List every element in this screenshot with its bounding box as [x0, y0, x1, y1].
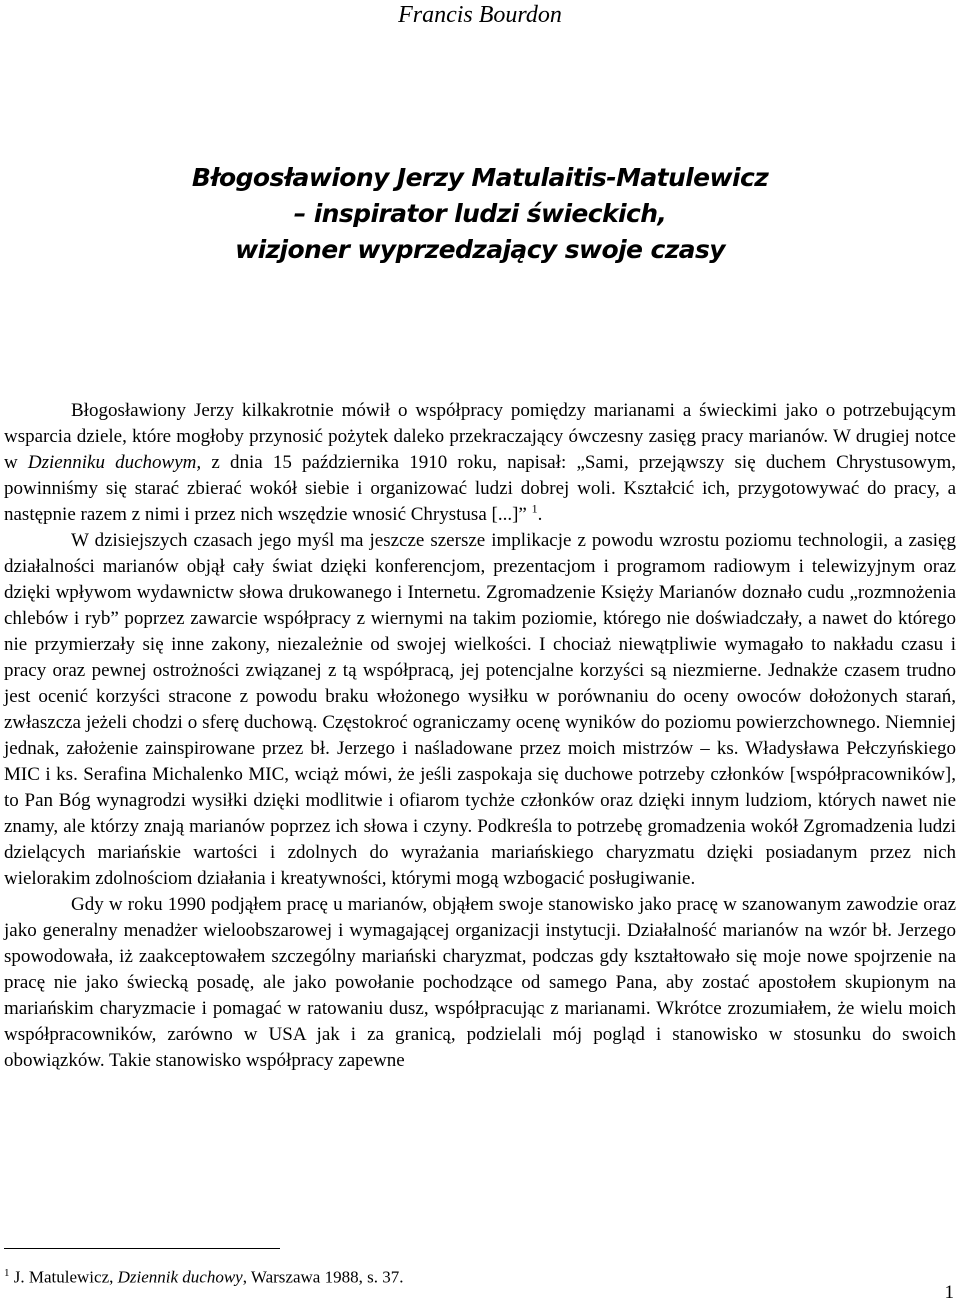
- footnote-text-b: , Warszawa 1988, s. 37.: [242, 1267, 404, 1287]
- title-line-3: wizjoner wyprzedzający swoje czasy: [235, 235, 725, 264]
- paragraph-1-text-b: z dnia 15 października 1910 roku, napisał: „Sami, przejąwszy się duchem Chrystusowym, powinniśmy się starać zbierać wokół siebie i organizować ludzi dobrej woli. Kształcić ich, przygotowywać do pracy, a następnie razem z nimi i przez nich wszędzie wnosić Chrystusa [...]”: [4, 452, 956, 525]
- footnote-reference: 1: [531, 501, 538, 516]
- paragraph-2: W dzisiejszych czasach jego myśl ma jeszcze szersze implikacje z powodu wzrostu poziomu technologii, a zasięg działalności marianów objął cały świat dzięki konferencjom, prezentacjom i programom radiowym i telewizyjnym oraz dzięki wpływom wydawnictw słowa drukowanego i Internetu. Zgromadzenie Księży Marianów doznało cudu „rozmnożenia chlebów i ryb” poprzez zawarcie współpracy z wiernymi na takim poziomie, którego nie doświadczały, a nawet do którego nie przymierzały się inne zakony, niezależnie od swojej wielkości. I chociaż niewątpliwie wymagało to nakładu czasu i pracy oraz pewnej ostrożności związanej z tą współpracą, jej potencjalne korzyści są niezmierne. Jednakże czasem trudno jest ocenić korzyści stracone z powodu braku włożonego wysiłku w porównaniu do oceny owoców dołożonych starań, zwłaszcza jeżeli chodzi o sferę duchową. Częstokroć ograniczamy ocenę wyników do poziomu powierzchownego. Niemniej jednak, założenie zainspirowane przez bł. Jerzego i naśladowane przez moich mistrzów – ks. Władysława Pełczyńskiego MIC i ks. Serafina Michalenko MIC, wciąż mówi, że jeśli zaspokaja się duchowe potrzeby członków [współpracowników], to Pan Bóg wynagrodzi wysiłki dzięki modlitwie i ofiarom tychże członków oraz dzięki innym ludziom, których nawet nie znamy, ale którzy znają marianów poprzez ich słowa i czyny. Podkreśla to potrzebę gromadzenia wokół Zgromadzenia ludzi dzielących mariańskie wartości i zdolnych do wyrażania mariańskiego charyzmatu dzięki posiadanym przez nich wielorakim zdolnościom działania i kreatywności, którymi mogą wzbogacić posługiwanie.: [4, 530, 956, 889]
- title-line-2: – inspirator ludzi świeckich,: [293, 199, 667, 228]
- footnote: [4, 1262, 403, 1289]
- paragraph-3: Gdy w roku 1990 podjąłem pracę u marianów, objąłem swoje stanowisko jako pracę w szanowanym zawodzie oraz jako generalny menadżer wieloobszarowej i wymagającej organizacji instytucji. Działalność marianów na wzór bł. Jerzego spowodowała, iż zaakceptowałem szczególny mariański charyzmat, podczas gdy kształtowało się moje nowe spojrzenie na pracę nie jako świecką posadę, ale jako powołanie pochodzące od samego Pana, aby zostać apostołem skupionym na mariańskim charyzmacie i pomagać w ratowaniu dusz, współpracując z marianami. Wkrótce zrozumiałem, że wielu moich współpracowników, zarówno w USA jak i za granicą, podzielali mój pogląd i stanowisko w stosunku do swoich obowiązków. Takie stanowisko współpracy zapewne: [4, 894, 956, 1071]
- paragraph-1-text-a: Błogosławiony Jerzy kilkakrotnie mówił o współpracy pomiędzy marianami a świeckimi jako o potrzebującym wsparcia dziele, które mogłoby przynosić pożytek daleko przekraczający ówczesny zasięg pracy marianów. W drugiej notce w: [4, 400, 956, 473]
- footnote-text-a: J. Matulewicz,: [9, 1267, 118, 1287]
- paragraph-1-text-c: .: [537, 504, 543, 525]
- title-line-1: Błogosławiony Jerzy Matulaitis-Matulewicz: [191, 163, 769, 192]
- footnote-separator: [4, 1248, 280, 1249]
- footnote-italic-title: Dziennik duchowy: [117, 1267, 243, 1287]
- author-header: Francis Bourdon: [398, 2, 562, 28]
- paragraph-1: [4, 398, 956, 528]
- journal-title-italic: Dzienniku duchowym,: [27, 452, 202, 473]
- document-title: [0, 160, 960, 268]
- footnote-mark: 1: [4, 1267, 10, 1279]
- page-number: 1: [944, 1282, 954, 1303]
- body-text: [4, 398, 956, 1074]
